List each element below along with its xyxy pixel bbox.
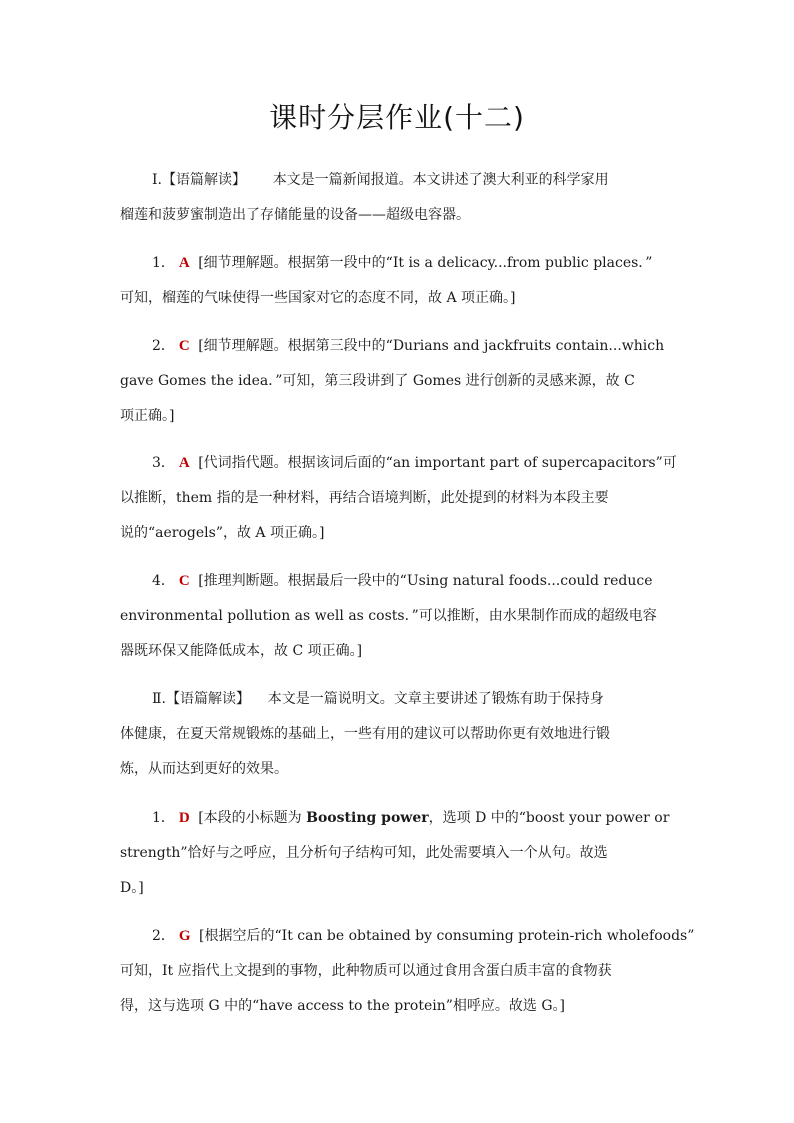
subtitle-term: Boosting power: [306, 810, 429, 826]
explanation-line: [根据空后的“It can be obtained by consuming protein-rich wholefoods”: [199, 928, 695, 944]
item-number: 2．: [152, 338, 175, 354]
answer-letter: A: [178, 255, 190, 271]
answer-letter: C: [178, 338, 190, 354]
item-number: 3．: [152, 455, 175, 471]
answer-letter: C: [178, 573, 190, 589]
section1-label: Ⅰ.【语篇解读】: [152, 172, 246, 188]
s1-item-2: [120, 329, 675, 434]
section1-intro: [120, 163, 675, 233]
section2-line: 本文是一篇说明文。文章主要讲述了锻炼有助于保持身: [267, 691, 604, 707]
explanation-line: 器既环保又能降低成本，故 C 项正确。]: [120, 643, 363, 659]
item-number: 4．: [152, 573, 175, 589]
explanation-line: 可知，榴莲的气味使得一些国家对它的态度不同，故 A 项正确。]: [120, 290, 516, 306]
explanation-line: strength”恰好与之呼应，且分析句子结构可知，此处需要填入一个从句。故选: [120, 845, 608, 861]
explanation-line: gave Gomes the idea．”可知，第三段讲到了 Gomes 进行创新的灵感来源，故 C: [120, 373, 635, 389]
item-number: 2．: [152, 928, 175, 944]
section2-line: 炼，从而达到更好的效果。: [120, 761, 288, 777]
explanation-line: D。]: [120, 880, 144, 896]
section1-line: 榴莲和菠萝蜜制造出了存储能量的设备——超级电容器。: [120, 207, 470, 223]
explanation-line: ，选项 D 中的“boost your power or: [428, 810, 670, 826]
explanation-line: 项正确。]: [120, 408, 175, 424]
s2-item-1: [120, 801, 675, 906]
explanation-line: [推理判断题。根据最后一段中的“Using natural foods...could reduce: [198, 573, 653, 589]
answer-letter: D: [178, 810, 190, 826]
explanation-line: 以推断，them 指的是一种材料，再结合语境判断，此处提到的材料为本段主要: [120, 490, 609, 506]
item-number: 1．: [152, 810, 175, 826]
explanation-line: 可知，It 应指代上文提到的事物，此种物质可以通过食用含蛋白质丰富的食物获: [120, 963, 612, 979]
answer-letter: A: [178, 455, 190, 471]
item-number: 1．: [152, 255, 175, 271]
explanation-line: 得，这与选项 G 中的“have access to the protein”相呼应。故选 G。]: [120, 998, 566, 1014]
section2-intro: [120, 682, 675, 787]
explanation-line: 说的“aerogels”，故 A 项正确。]: [120, 525, 325, 541]
section2-line: 体健康，在夏天常规锻炼的基础上，一些有用的建议可以帮助你更有效地进行锻: [120, 726, 610, 742]
explanation-line: environmental pollution as well as costs．”可以推断，由水果制作而成的超级电容: [120, 608, 657, 624]
s1-item-4: [120, 564, 675, 669]
section1-line: 本文是一篇新闻报道。本文讲述了澳大利亚的科学家用: [272, 172, 609, 188]
explanation-line: [细节理解题。根据第一段中的“It is a delicacy...from public places．”: [198, 255, 653, 271]
answer-letter: G: [178, 928, 191, 944]
s1-item-1: [120, 246, 675, 316]
section2-label: Ⅱ.【语篇解读】: [152, 691, 250, 707]
s2-item-2: [120, 919, 695, 1024]
explanation-line: [代词指代题。根据该词后面的“an important part of supercapacitors”可: [198, 455, 677, 471]
explanation-lead: [本段的小标题为: [198, 810, 307, 826]
page-title: 课时分层作业(十二): [269, 101, 525, 134]
s1-item-3: [120, 446, 675, 551]
explanation-line: [细节理解题。根据第三段中的“Durians and jackfruits contain...which: [198, 338, 665, 354]
